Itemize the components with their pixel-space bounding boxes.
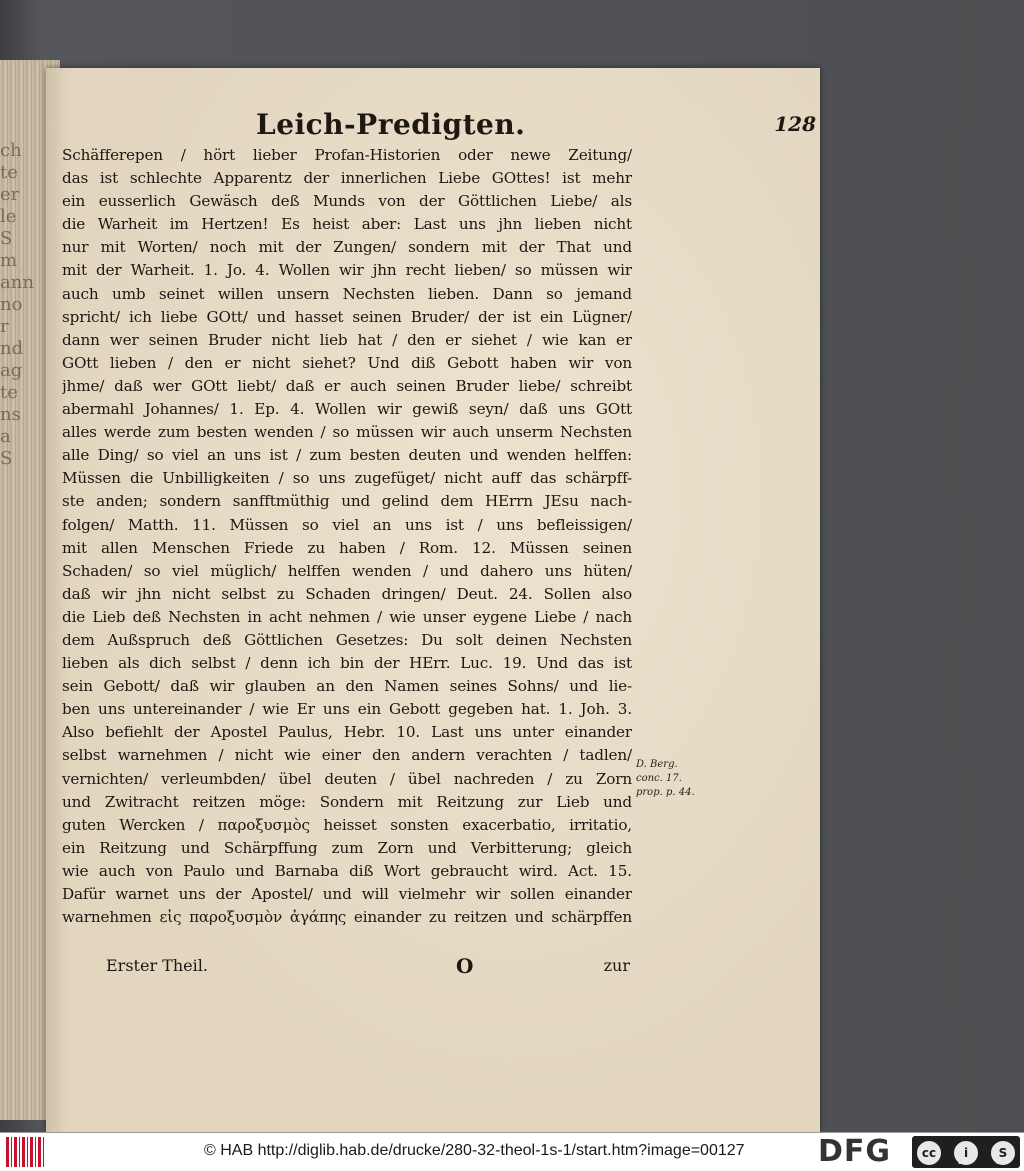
text-line: ein eusserlich Gewäsch deß Munds von der Göttlichen Liebe/ als: [62, 192, 632, 211]
gutter-fragment: S: [0, 448, 13, 469]
text-line: lieben als dich selbst / denn ich bin der HErr. Luc. 19. Und das ist: [62, 654, 632, 673]
text-line: warnehmen εἰς παροξυσμὸν ἀγάπης einander zu reitzen und schärpffen: [62, 908, 632, 927]
gutter-fragment: S: [0, 228, 13, 249]
page-number: 128: [774, 112, 816, 136]
gutter-fragment: a: [0, 426, 11, 447]
gutter-fragment: ann: [0, 272, 34, 293]
gutter-fragment: ns: [0, 404, 21, 425]
cc-icon: cc: [915, 1139, 943, 1167]
text-line: selbst warnehmen / nicht wie einer den andern verachten / tadlen/: [62, 746, 632, 765]
gutter-fragment: m: [0, 250, 18, 271]
gutter-fragment: ch: [0, 140, 22, 161]
gutter-fragment: te: [0, 382, 18, 403]
text-line: abermahl Johannes/ 1. Ep. 4. Wollen wir gewiß seyn/ daß uns GOtt: [62, 400, 632, 419]
text-line: und Zwitracht reitzen möge: Sondern mit Reitzung zur Lieb und: [62, 792, 632, 811]
text-line: mit allen Menschen Friede zu haben / Rom. 12. Müssen seinen: [62, 538, 632, 557]
copyright-link[interactable]: © HAB http://diglib.hab.de/drucke/280-32-theol-1s-1/start.htm?image=00127: [204, 1142, 745, 1159]
text-line: nur mit Worten/ noch mit der Zungen/ sondern mit der That und: [62, 238, 632, 257]
attribution-icon: i: [952, 1139, 980, 1167]
previous-page-gutter: [0, 140, 48, 470]
text-line: Schaden/ so viel müglich/ helffen wenden / und dahero uns hüten/: [62, 561, 632, 580]
text-line: auch umb seinet willen unsern Nechsten lieben. Dann so jemand: [62, 284, 632, 303]
sa-label: SA: [996, 1158, 1006, 1166]
text-line: daß wir jhn nicht selbst zu Schaden dringen/ Deut. 24. Sollen also: [62, 584, 632, 603]
cc-license-badge[interactable]: [912, 1136, 1020, 1168]
text-line: GOtt lieben / den er nicht siehet? Und diß Gebott haben wir von: [62, 353, 632, 372]
text-line: guten Wercken / παροξυσμὸς heisset sonsten exacerbatio, irritatio,: [62, 815, 632, 834]
text-line: ste anden; sondern sanfftmüthig und gelind dem HErrn JEsu nach-: [62, 492, 632, 511]
dfg-logo: DFG: [818, 1134, 892, 1169]
text-line: jhme/ daß wer GOtt liebt/ daß er auch seinen Bruder liebe/ schreibt: [62, 376, 632, 395]
text-line: die Warheit im Hertzen! Es heist aber: Last uns jhn lieben nicht: [62, 215, 632, 234]
text-line: spricht/ ich liebe GOtt/ und hasset seinen Bruder/ der ist ein Lügner/: [62, 307, 632, 326]
text-line: sein Gebott/ daß wir glauben an den Namen seines Sohns/ und lie-: [62, 677, 632, 696]
gutter-fragment: nd: [0, 338, 24, 359]
gutter-fragment: no: [0, 294, 23, 315]
text-line: dann wer seinen Bruder nicht lieb hat / den er siehet / wie kan er: [62, 330, 632, 349]
barcode-icon: [6, 1137, 46, 1167]
margin-note: prop. p. 44.: [636, 787, 695, 798]
volume-label: Erster Theil.: [106, 956, 208, 975]
by-label: BY: [958, 1158, 967, 1166]
attribution-bar: [0, 1132, 1024, 1171]
text-line: Schäfferepen / hört lieber Profan-Historien oder newe Zeitung/: [62, 146, 632, 164]
text-line: alle Ding/ so viel an uns ist / zum besten deuten und wenden helffen:: [62, 446, 632, 465]
margin-notes: [636, 758, 716, 800]
text-line: das ist schlechte Apparentz der innerlichen Liebe GOttes! ist mehr: [62, 169, 632, 188]
text-line: vernichten/ verleumbden/ übel deuten / übel nachreden / zu Zorn: [62, 769, 632, 788]
text-line: alles werde zum besten wenden / so müssen wir auch unserm Nechsten: [62, 423, 632, 442]
book-page: [46, 68, 820, 1132]
share-alike-icon: S: [989, 1139, 1017, 1167]
text-line: ben uns untereinander / wie Er uns ein Gebott gegeben hat. 1. Joh. 3.: [62, 700, 632, 719]
text-line: mit der Warheit. 1. Jo. 4. Wollen wir jhn recht lieben/ so müssen wir: [62, 261, 632, 280]
text-line: ein Reitzung und Schärpffung zum Zorn und Verbitterung; gleich: [62, 838, 632, 857]
margin-note: D. Berg.: [636, 759, 678, 770]
catchword: zur: [603, 956, 630, 975]
gutter-fragment: r: [0, 316, 9, 337]
gutter-fragment: er: [0, 184, 20, 205]
gutter-fragment: le: [0, 206, 17, 227]
text-line: die Lieb deß Nechsten in acht nehmen / wie unser eygene Liebe / nach: [62, 607, 632, 626]
text-line: Müssen die Unbilligkeiten / so uns zugefüget/ nicht auff das schärpff-: [62, 469, 632, 488]
text-line: dem Außspruch deß Göttlichen Gesetzes: Du solt deinen Nechsten: [62, 630, 632, 649]
running-head: Leich-Predigten.: [256, 108, 526, 141]
text-line: Also befiehlt der Apostel Paulus, Hebr. 10. Last uns unter einander: [62, 723, 632, 742]
margin-note: conc. 17.: [636, 773, 682, 784]
gutter-fragment: te: [0, 162, 18, 183]
page-header: [256, 108, 816, 148]
signature-mark: O: [456, 954, 474, 978]
page-body: [62, 144, 632, 929]
text-line: Dafür warnet uns der Apostel/ und will vielmehr wir sollen einander: [62, 885, 632, 903]
text-line: wie auch von Paulo und Barnaba diß Wort gebraucht wird. Act. 15.: [62, 861, 632, 880]
text-line: folgen/ Matth. 11. Müssen so viel an uns ist / uns befleissigen/: [62, 515, 632, 534]
gutter-fragment: ag: [0, 360, 23, 381]
page-footer: [106, 956, 630, 982]
